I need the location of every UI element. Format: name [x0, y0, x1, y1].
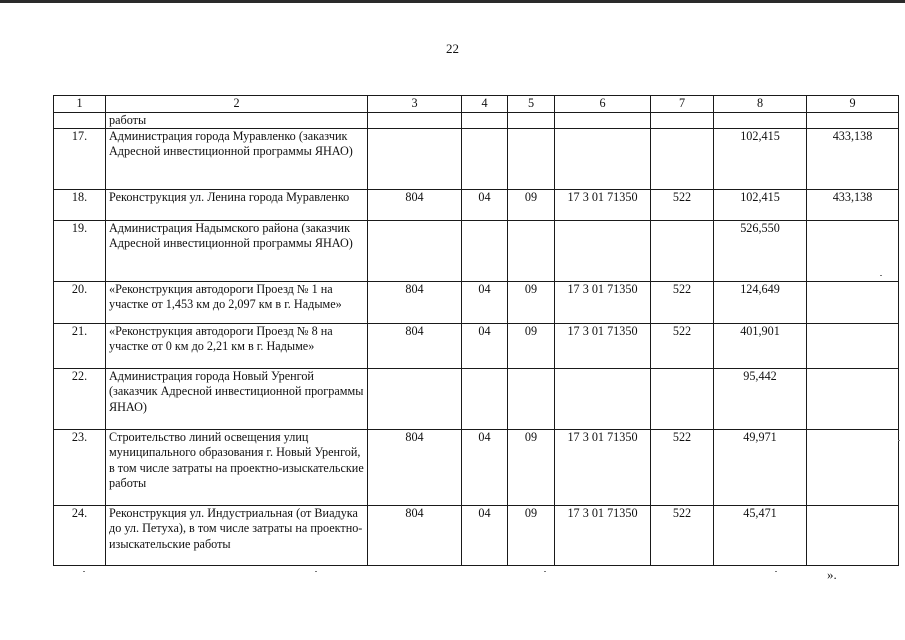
column-header: 9: [807, 96, 899, 113]
col6-target-article-cell: [555, 221, 651, 282]
col3-code-cell: 804: [368, 430, 462, 506]
table-row: [54, 324, 899, 369]
col5-subsection-cell: 09: [508, 324, 555, 369]
col6-target-article-cell: 17 3 01 71350: [555, 282, 651, 324]
col6-target-article-cell: 17 3 01 71350: [555, 190, 651, 221]
row-number-cell: 19.: [54, 221, 106, 282]
col4-section-cell: 04: [462, 430, 508, 506]
col9-amount-cell: [807, 221, 899, 282]
col9-amount-cell: [807, 113, 899, 129]
col3-code-cell: 804: [368, 324, 462, 369]
col8-amount-cell: 526,550: [714, 221, 807, 282]
table-row: [54, 369, 899, 430]
col7-expense-type-cell: 522: [651, 324, 714, 369]
col6-target-article-cell: 17 3 01 71350: [555, 324, 651, 369]
col7-expense-type-cell: [651, 221, 714, 282]
scan-speck: [880, 275, 882, 276]
row-number-cell: [54, 113, 106, 129]
col9-amount-cell: [807, 369, 899, 430]
col8-amount-cell: 102,415: [714, 129, 807, 190]
col6-target-article-cell: 17 3 01 71350: [555, 506, 651, 566]
table-row: [54, 221, 899, 282]
scan-speck: [315, 571, 317, 572]
scan-speck: [83, 571, 85, 572]
col6-target-article-cell: [555, 129, 651, 190]
table-row: [54, 506, 899, 566]
col9-amount-cell: [807, 324, 899, 369]
scan-speck: [775, 571, 777, 572]
col7-expense-type-cell: [651, 129, 714, 190]
col4-section-cell: 04: [462, 282, 508, 324]
col3-code-cell: [368, 369, 462, 430]
item-name-cell: «Реконструкция автодороги Проезд № 1 на участке от 1,453 км до 2,097 км в г. Надыме»: [106, 282, 368, 324]
row-number-cell: 17.: [54, 129, 106, 190]
col9-amount-cell: [807, 430, 899, 506]
col5-subsection-cell: [508, 221, 555, 282]
col8-amount-cell: 102,415: [714, 190, 807, 221]
row-number-cell: 23.: [54, 430, 106, 506]
item-name-cell: Администрация Надымского района (заказчик Адресной инвестиционной программы ЯНАО): [106, 221, 368, 282]
col3-code-cell: 804: [368, 282, 462, 324]
col8-amount-cell: 45,471: [714, 506, 807, 566]
col8-amount-cell: 49,971: [714, 430, 807, 506]
col5-subsection-cell: 09: [508, 190, 555, 221]
col9-amount-cell: 433,138: [807, 129, 899, 190]
table-row: [54, 113, 899, 129]
col3-code-cell: [368, 113, 462, 129]
col5-subsection-cell: [508, 369, 555, 430]
row-number-cell: 18.: [54, 190, 106, 221]
col4-section-cell: 04: [462, 324, 508, 369]
col4-section-cell: [462, 129, 508, 190]
page-number: 22: [446, 41, 459, 56]
column-header: 4: [462, 96, 508, 113]
col3-code-cell: [368, 129, 462, 190]
col8-amount-cell: 95,442: [714, 369, 807, 430]
closing-quote-mark: ».: [827, 567, 837, 582]
column-header: 3: [368, 96, 462, 113]
col9-amount-cell: 433,138: [807, 190, 899, 221]
item-name-cell: Администрация города Новый Уренгой (заказчик Адресной инвестиционной программы ЯНАО): [106, 369, 368, 430]
column-header: 2: [106, 96, 368, 113]
item-name-cell: Строительство линий освещения улиц муниципального образования г. Новый Уренгой, в том числе затраты на проектно-изыскательские работы: [106, 430, 368, 506]
col8-amount-cell: [714, 113, 807, 129]
table-row: [54, 129, 899, 190]
col6-target-article-cell: [555, 113, 651, 129]
col4-section-cell: [462, 221, 508, 282]
col4-section-cell: [462, 113, 508, 129]
scan-speck: [898, 440, 900, 441]
row-number-cell: 22.: [54, 369, 106, 430]
col7-expense-type-cell: [651, 369, 714, 430]
col8-amount-cell: 401,901: [714, 324, 807, 369]
column-header: 8: [714, 96, 807, 113]
col4-section-cell: 04: [462, 506, 508, 566]
col5-subsection-cell: [508, 113, 555, 129]
table-row: [54, 430, 899, 506]
item-name-cell: «Реконструкция автодороги Проезд № 8 на участке от 0 км до 2,21 км в г. Надыме»: [106, 324, 368, 369]
col3-code-cell: 804: [368, 190, 462, 221]
table-row: [54, 282, 899, 324]
row-number-cell: 24.: [54, 506, 106, 566]
col7-expense-type-cell: 522: [651, 190, 714, 221]
column-header: 5: [508, 96, 555, 113]
scan-speck: [544, 571, 546, 572]
col5-subsection-cell: [508, 129, 555, 190]
col3-code-cell: 804: [368, 506, 462, 566]
col5-subsection-cell: 09: [508, 506, 555, 566]
row-number-cell: 21.: [54, 324, 106, 369]
column-header: 6: [555, 96, 651, 113]
table-body: [54, 96, 899, 566]
top-border-line: [0, 0, 905, 3]
col4-section-cell: 04: [462, 190, 508, 221]
col9-amount-cell: [807, 506, 899, 566]
col5-subsection-cell: 09: [508, 282, 555, 324]
column-header: 7: [651, 96, 714, 113]
column-header: 1: [54, 96, 106, 113]
item-name-cell: Администрация города Муравленко (заказчик Адресной инвестиционной программы ЯНАО): [106, 129, 368, 190]
col3-code-cell: [368, 221, 462, 282]
table-header-row: [54, 96, 899, 113]
col7-expense-type-cell: 522: [651, 282, 714, 324]
item-name-cell: работы: [106, 113, 368, 129]
table-row: [54, 190, 899, 221]
col4-section-cell: [462, 369, 508, 430]
col8-amount-cell: 124,649: [714, 282, 807, 324]
col6-target-article-cell: 17 3 01 71350: [555, 430, 651, 506]
col5-subsection-cell: 09: [508, 430, 555, 506]
col7-expense-type-cell: 522: [651, 506, 714, 566]
item-name-cell: Реконструкция ул. Ленина города Муравленко: [106, 190, 368, 221]
item-name-cell: Реконструкция ул. Индустриальная (от Виадука до ул. Петуха), в том числе затраты на проектно-изыскательские работы: [106, 506, 368, 566]
row-number-cell: 20.: [54, 282, 106, 324]
col9-amount-cell: [807, 282, 899, 324]
col7-expense-type-cell: [651, 113, 714, 129]
col7-expense-type-cell: 522: [651, 430, 714, 506]
budget-table: [53, 95, 899, 566]
col6-target-article-cell: [555, 369, 651, 430]
